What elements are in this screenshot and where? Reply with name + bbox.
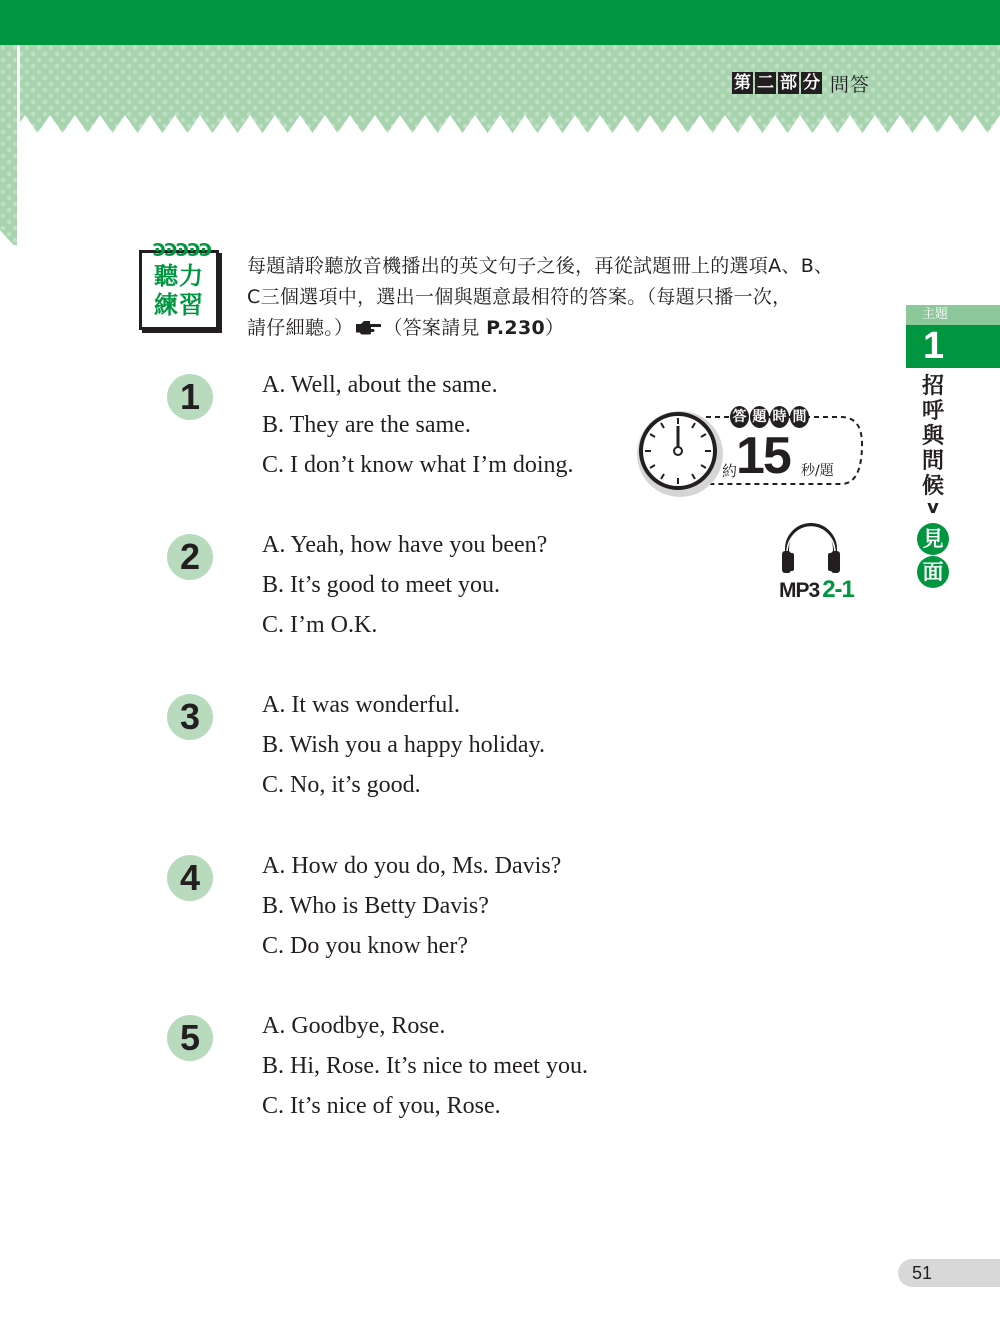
instruction-line-3 [247, 313, 887, 344]
side-title-char: 與 [921, 424, 944, 449]
question-options-2 [262, 531, 547, 651]
question-options-5 [262, 1012, 588, 1132]
side-title-char: 呼 [921, 399, 944, 424]
side-tab-title [915, 374, 951, 517]
answer-option: B. Wish you a happy holiday. [262, 732, 546, 758]
answer-option: A. Well, about the same. [262, 372, 498, 398]
mp3-track-label [779, 576, 854, 604]
notebook-rings: ϿϿϿϿϿ [153, 240, 211, 261]
side-tab-topic-number: 1 [906, 325, 1000, 368]
section-box-4: 分 [803, 73, 820, 93]
timer-unit: 秒/題 [801, 463, 834, 479]
question-number-2: 2 [167, 534, 213, 580]
answer-time-badge [636, 404, 866, 496]
instruction-line-3-prefix: 請仔細聽。） [247, 317, 354, 339]
question-number-1: 1 [167, 374, 213, 420]
section-label [732, 71, 870, 95]
notebook-label-line2: 練習 [154, 291, 204, 319]
left-dot-strip [0, 45, 18, 250]
clock-icon [636, 410, 728, 502]
question-number-5: 5 [167, 1015, 213, 1061]
side-title-char: 招 [921, 374, 944, 399]
answer-option: A. It was wonderful. [262, 692, 460, 718]
answer-ref-open: （答案請見 [383, 317, 480, 339]
timer-seconds: 15 [736, 427, 790, 485]
answer-option: B. Who is Betty Davis? [262, 893, 489, 919]
answer-ref-close: ） [545, 317, 565, 339]
headphones-icon [779, 519, 843, 575]
answer-option: C. Do you know her? [262, 933, 468, 959]
answer-option: B. It’s good to meet you. [262, 572, 500, 598]
section-title: 問答 [830, 73, 871, 96]
answer-option: C. I’m O.K. [262, 612, 378, 638]
side-title-separator: v [927, 497, 939, 518]
answer-option: A. Goodbye, Rose. [262, 1013, 446, 1039]
answer-option: A. How do you do, Ms. Davis? [262, 853, 562, 879]
side-title-char: 候 [921, 474, 944, 499]
section-box-2: 二 [757, 73, 774, 93]
question-options-4 [262, 852, 561, 972]
answer-option: C. It’s nice of you, Rose. [262, 1093, 501, 1119]
header-bar [0, 0, 1000, 45]
left-strip-divider [17, 45, 20, 250]
answer-option: C. I don’t know what I’m doing. [262, 452, 574, 478]
answer-option: B. Hi, Rose. It’s nice to meet you. [262, 1053, 588, 1079]
side-tab-header [906, 305, 1000, 325]
question-options-1 [262, 371, 574, 491]
answer-page-ref: P.230 [486, 317, 545, 339]
timer-label-char: 時 [770, 406, 789, 428]
pointing-hand-icon [355, 319, 381, 335]
notebook-label [139, 262, 219, 320]
answer-option: A. Yeah, how have you been? [262, 532, 548, 558]
timer-label-char: 答 [730, 406, 749, 428]
listening-practice-icon [139, 242, 223, 334]
section-box-3: 部 [780, 73, 797, 93]
side-subtitle-char: 見 [917, 523, 949, 555]
notebook-label-line1: 聽力 [154, 262, 204, 290]
side-title-char: 問 [921, 449, 944, 474]
page-number: 51 [912, 1263, 933, 1283]
instruction-line-1: 每題請聆聽放音機播出的英文句子之後，再從試題冊上的選項A、B、 [247, 255, 834, 277]
timer-label-char: 間 [790, 406, 809, 428]
timer-label [730, 406, 809, 428]
timer-label-char: 題 [750, 406, 769, 428]
question-number-3: 3 [167, 694, 213, 740]
question-options-3 [262, 691, 545, 811]
answer-option: B. They are the same. [262, 412, 471, 438]
question-number-4: 4 [167, 855, 213, 901]
timer-about: 約 [722, 462, 738, 480]
side-subtitle-char: 面 [917, 556, 949, 588]
instruction-line-2: C三個選項中，選出一個與題意最相符的答案。（每題只播一次， [247, 286, 792, 308]
answer-option: C. No, it’s good. [262, 772, 421, 798]
side-tab-topic-label: 主題 [922, 307, 949, 322]
section-box-1: 第 [734, 73, 751, 93]
mp3-track-number: 2-1 [822, 576, 854, 603]
instructions [247, 251, 887, 344]
mp3-format: MP3 [779, 579, 820, 602]
